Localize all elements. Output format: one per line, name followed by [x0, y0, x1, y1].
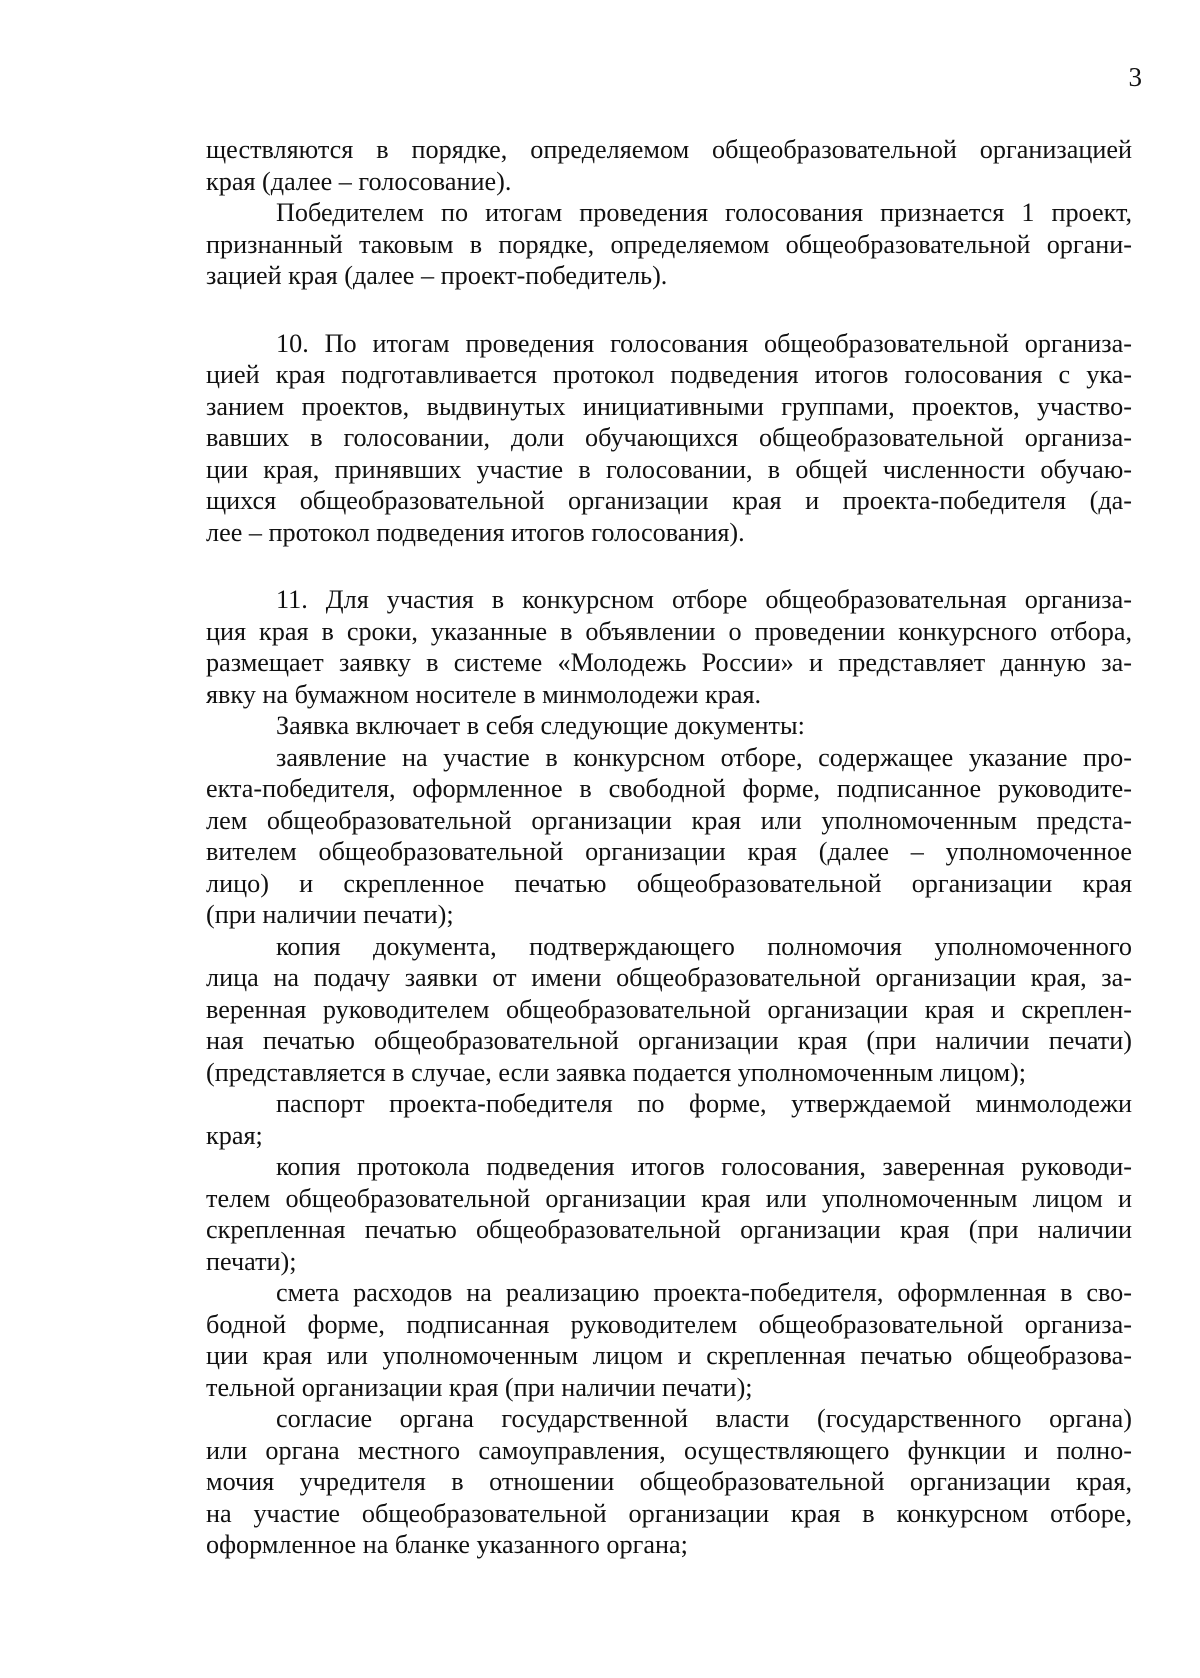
text-line: лица на подачу заявки от имени общеобразовательной организации края, за-	[206, 963, 1132, 992]
text-line: щихся общеобразовательной организации края и проекта-победителя (да-	[206, 486, 1132, 515]
text-line: Заявка включает в себя следующие документы:	[276, 711, 805, 740]
text-line: оформленное на бланке указанного органа;	[206, 1530, 688, 1559]
paragraph-winner	[206, 197, 1132, 292]
text-line: 11. Для участия в конкурсном отборе общеобразовательная организа-	[276, 585, 1132, 614]
text-line: скрепленная печатью общеобразовательной организации края (при наличии	[206, 1215, 1132, 1244]
text-line: (представляется в случае, если заявка подается уполномоченным лицом);	[206, 1057, 1027, 1087]
text-line: ции края, принявших участие в голосовании, в общей численности обучаю-	[206, 454, 1132, 484]
text-line: зацией края (далее – проект-победитель).	[206, 261, 668, 290]
page-number: 3	[1128, 62, 1142, 92]
text-line: признанный таковым в порядке, определяемом общеобразовательной органи-	[206, 229, 1132, 259]
text-line: копия документа, подтверждающего полномочия уполномоченного	[276, 931, 1132, 961]
text-line: на участие общеобразовательной организации края в конкурсном отборе,	[206, 1498, 1132, 1528]
paragraph-authority-copy	[206, 931, 1132, 1089]
text-line: лицо) и скрепленное печатью общеобразовательной организации края	[206, 868, 1132, 898]
text-line: бодной форме, подписанная руководителем общеобразовательной организа-	[206, 1309, 1132, 1339]
text-line: цией края подготавливается протокол подведения итогов голосования с ука-	[206, 360, 1132, 389]
paragraph-item-11	[206, 584, 1132, 710]
paragraph-gap	[206, 548, 1132, 584]
text-line: екта-победителя, оформленное в свободной форме, подписанное руководите-	[206, 774, 1132, 803]
text-line: ществляются в порядке, определяемом общеобразовательной организацией	[206, 135, 1132, 164]
text-line: размещает заявку в системе «Молодежь России» и представляет данную за-	[206, 648, 1132, 677]
text-line: тельной организации края (при наличии печати);	[206, 1372, 753, 1402]
document-body	[206, 134, 1132, 1561]
paragraph-cost-estimate	[206, 1277, 1132, 1403]
text-line: ная печатью общеобразовательной организации края (при наличии печати)	[206, 1026, 1132, 1055]
paragraph-item-10	[206, 328, 1132, 549]
text-line: ция края в сроки, указанные в объявлении о проведении конкурсного отбора,	[206, 616, 1132, 646]
text-line: Победителем по итогам проведения голосования признается 1 проект,	[276, 198, 1132, 227]
text-line: края (далее – голосование).	[206, 166, 512, 196]
text-line: печати);	[206, 1246, 297, 1276]
text-line: вавших в голосовании, доли обучающихся общеобразовательной организа-	[206, 423, 1132, 452]
text-line: телем общеобразовательной организации края или уполномоченным лицом и	[206, 1183, 1132, 1213]
text-line: копия протокола подведения итогов голосования, заверенная руководи-	[276, 1152, 1132, 1181]
paragraph-application	[206, 742, 1132, 931]
text-line: ции края или уполномоченным лицом и скрепленная печатью общеобразова-	[206, 1341, 1132, 1370]
text-line: паспорт проекта-победителя по форме, утверждаемой минмолодежи	[276, 1089, 1132, 1118]
paragraph-protocol-copy	[206, 1151, 1132, 1277]
text-line: лем общеобразовательной организации края или уполномоченным предста-	[206, 805, 1132, 835]
text-line: занием проектов, выдвинутых инициативными группами, проектов, участво-	[206, 391, 1132, 421]
paragraph-founder-consent	[206, 1403, 1132, 1561]
text-line: (при наличии печати);	[206, 900, 454, 929]
text-line: согласие органа государственной власти (государственного органа)	[276, 1404, 1132, 1433]
text-line: мочия учредителя в отношении общеобразовательной организации края,	[206, 1467, 1132, 1496]
text-line: вителем общеобразовательной организации края (далее – уполномоченное	[206, 837, 1132, 866]
text-line: или органа местного самоуправления, осуществляющего функции и полно-	[206, 1435, 1132, 1465]
text-line: явку на бумажном носителе в минмолодежи края.	[206, 679, 762, 709]
text-line: веренная руководителем общеобразовательной организации края и скреплен-	[206, 994, 1132, 1024]
paragraph-documents-intro	[206, 710, 1132, 742]
text-line: края;	[206, 1120, 263, 1150]
text-line: смета расходов на реализацию проекта-победителя, оформленная в сво-	[276, 1278, 1132, 1307]
paragraph-gap	[206, 292, 1132, 328]
paragraph-continuation	[206, 134, 1132, 197]
text-line: лее – протокол подведения итогов голосования).	[206, 517, 745, 547]
text-line: 10. По итогам проведения голосования общеобразовательной организа-	[276, 328, 1132, 358]
text-line: заявление на участие в конкурсном отборе, содержащее указание про-	[276, 742, 1132, 772]
paragraph-project-passport	[206, 1088, 1132, 1151]
